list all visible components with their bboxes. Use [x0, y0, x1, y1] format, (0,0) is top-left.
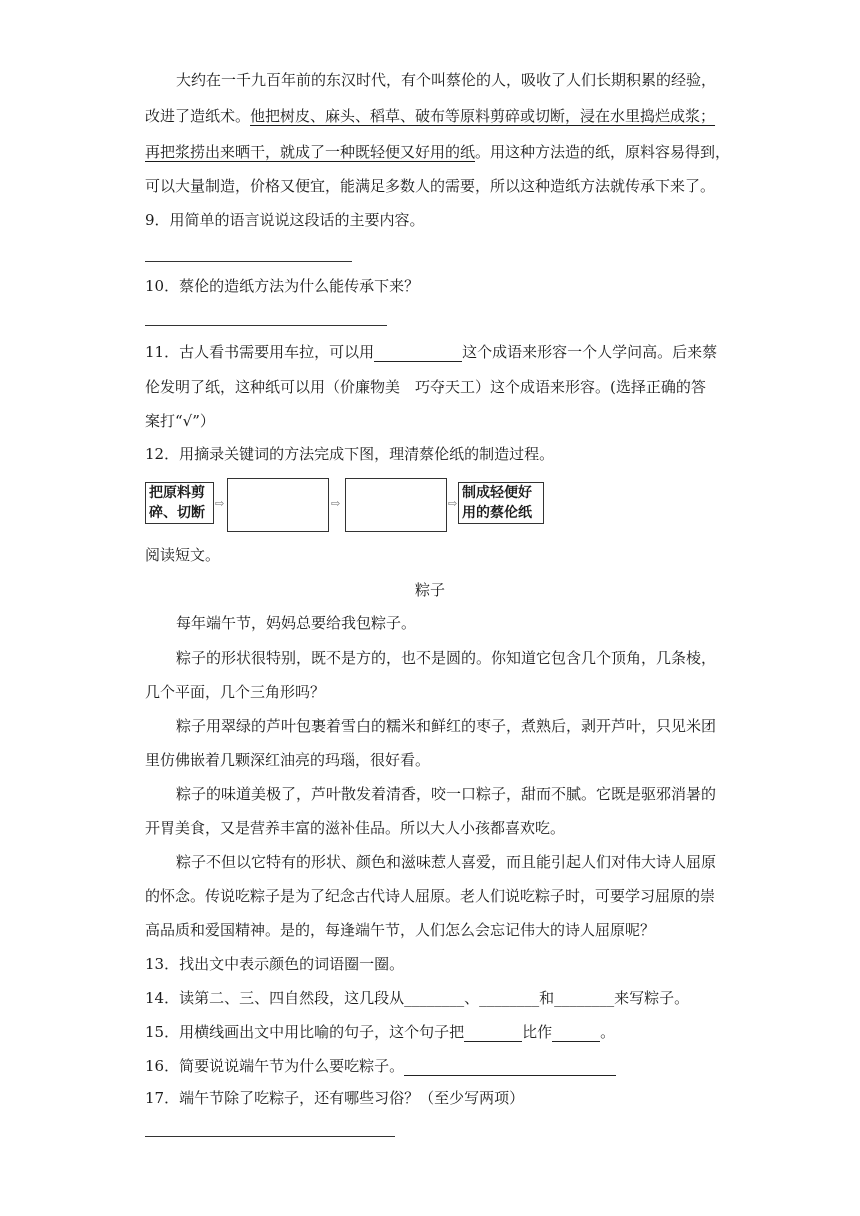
question-13: 13．找出文中表示颜色的词语圈一圈。	[145, 955, 405, 973]
question-15	[145, 1022, 615, 1042]
passage1-line-4: 可以大量制造，价格又便宜，能满足多数人的需要，所以这种造纸方法就传承下来了。	[145, 177, 716, 195]
reading-paragraph-4-line-1: 粽子的味道美极了，芦叶散发着清香，咬一口粽子，甜而不腻。它既是驱邪消暑的	[176, 785, 717, 803]
flow-arrow-3: ⇨	[448, 497, 458, 510]
answer-blank-16[interactable]	[404, 1059, 616, 1076]
question-11-line-2: 伦发明了纸，这种纸可以用（价廉物美 巧夺天工）这个成语来形容。(选择正确的答	[145, 378, 706, 396]
question-11-text-b: 这个成语来形容一个人学问高。后来蔡	[462, 343, 718, 361]
question-10: 10．蔡伦的造纸方法为什么能传承下来？	[145, 277, 420, 295]
question-15-text-c: 。	[600, 1023, 616, 1041]
reading-paragraph-3-line-1: 粽子用翠绿的芦叶包裹着雪白的糯米和鲜红的枣子，煮熟后，剥开芦叶，只见米团	[176, 717, 717, 735]
passage1-underlined-text-1: 他把树皮、麻头、稻草、破布等原料剪碎或切断，浸在水里捣烂成浆；	[250, 107, 716, 125]
reading-paragraph-5-line-3: 高品质和爱国精神。是的，每逢端午节，人们怎么会忘记伟大的诗人屈原呢？	[145, 921, 656, 939]
answer-line-17[interactable]	[145, 1136, 395, 1137]
question-16	[145, 1056, 616, 1076]
reading-paragraph-3-line-2: 里仿佛嵌着几颗深红油亮的玛瑙，很好看。	[145, 751, 431, 769]
answer-blank-15-b[interactable]	[552, 1025, 600, 1042]
flow-step-2-blank-box[interactable]	[227, 478, 329, 532]
passage1-line-2	[145, 106, 715, 126]
question-16-text: 16．简要说说端午节为什么要吃粽子。	[145, 1057, 405, 1075]
question-15-text-a: 15．用横线画出文中用比喻的句子，这个句子把	[145, 1023, 465, 1041]
passage1-underlined-text-2: 再把浆捞出来晒干，就成了一种既轻便又好用的纸	[145, 143, 476, 161]
reading-paragraph-1: 每年端午节，妈妈总要给我包粽子。	[176, 614, 417, 632]
reading-paragraph-4-line-2: 开胃美食，又是营养丰富的滋补佳品。所以大人小孩都喜欢吃。	[145, 819, 566, 837]
question-9: 9．用简单的语言说说这段话的主要内容。	[145, 211, 425, 229]
question-11-text-a: 11．古人看书需要用车拉，可以用	[145, 343, 375, 361]
reading-intro: 阅读短文。	[145, 546, 221, 564]
flow-step-1-box: 把原料剪 碎、切断	[145, 482, 214, 524]
question-12: 12．用摘录关键词的方法完成下图，理清蔡伦纸的制造过程。	[145, 445, 555, 463]
passage1-line-1: 大约在一千九百年前的东汉时代，有个叫蔡伦的人，吸收了人们长期积累的经验，	[176, 71, 717, 89]
passage1-line-2-plain: 改进了造纸术。	[145, 107, 251, 125]
passage1-line-3-plain: 。用这种方法造的纸，原料容易得到，	[475, 143, 731, 161]
question-17: 17．端午节除了吃粽子，还有哪些习俗？（至少写两项）	[145, 1089, 525, 1107]
reading-paragraph-5-line-1: 粽子不但以它特有的形状、颜色和滋味惹人喜爱，而且能引起人们对伟大诗人屈原	[176, 853, 717, 871]
answer-line-10[interactable]	[145, 325, 387, 326]
question-14: 14．读第二、三、四自然段，这几段从________、________和________来写粽子。	[145, 989, 690, 1007]
reading-paragraph-5-line-2: 的怀念。传说吃粽子是为了纪念古代诗人屈原。老人们说吃粽子时，可要学习屈原的崇	[145, 887, 716, 905]
answer-blank-15-a[interactable]	[464, 1025, 522, 1042]
flow-step-4-box: 制成轻便好 用的蔡伦纸	[458, 482, 544, 524]
flow-step-3-blank-box[interactable]	[345, 478, 447, 532]
question-11-line-1	[145, 342, 717, 362]
reading-title: 粽子	[414, 581, 445, 599]
flow-arrow-1: ⇨	[215, 497, 225, 510]
answer-line-9[interactable]	[145, 261, 352, 262]
reading-paragraph-2-line-2: 几个平面，几个三角形吗？	[145, 683, 326, 701]
reading-paragraph-2-line-1: 粽子的形状很特别，既不是方的，也不是圆的。你知道它包含几个顶角，几条棱，	[176, 649, 717, 667]
question-11-line-3: 案打“√”）	[145, 412, 215, 430]
question-15-text-b: 比作	[522, 1023, 553, 1041]
flow-arrow-2: ⇨	[331, 497, 341, 510]
answer-blank-11[interactable]	[374, 345, 462, 362]
passage1-line-3	[145, 142, 730, 162]
